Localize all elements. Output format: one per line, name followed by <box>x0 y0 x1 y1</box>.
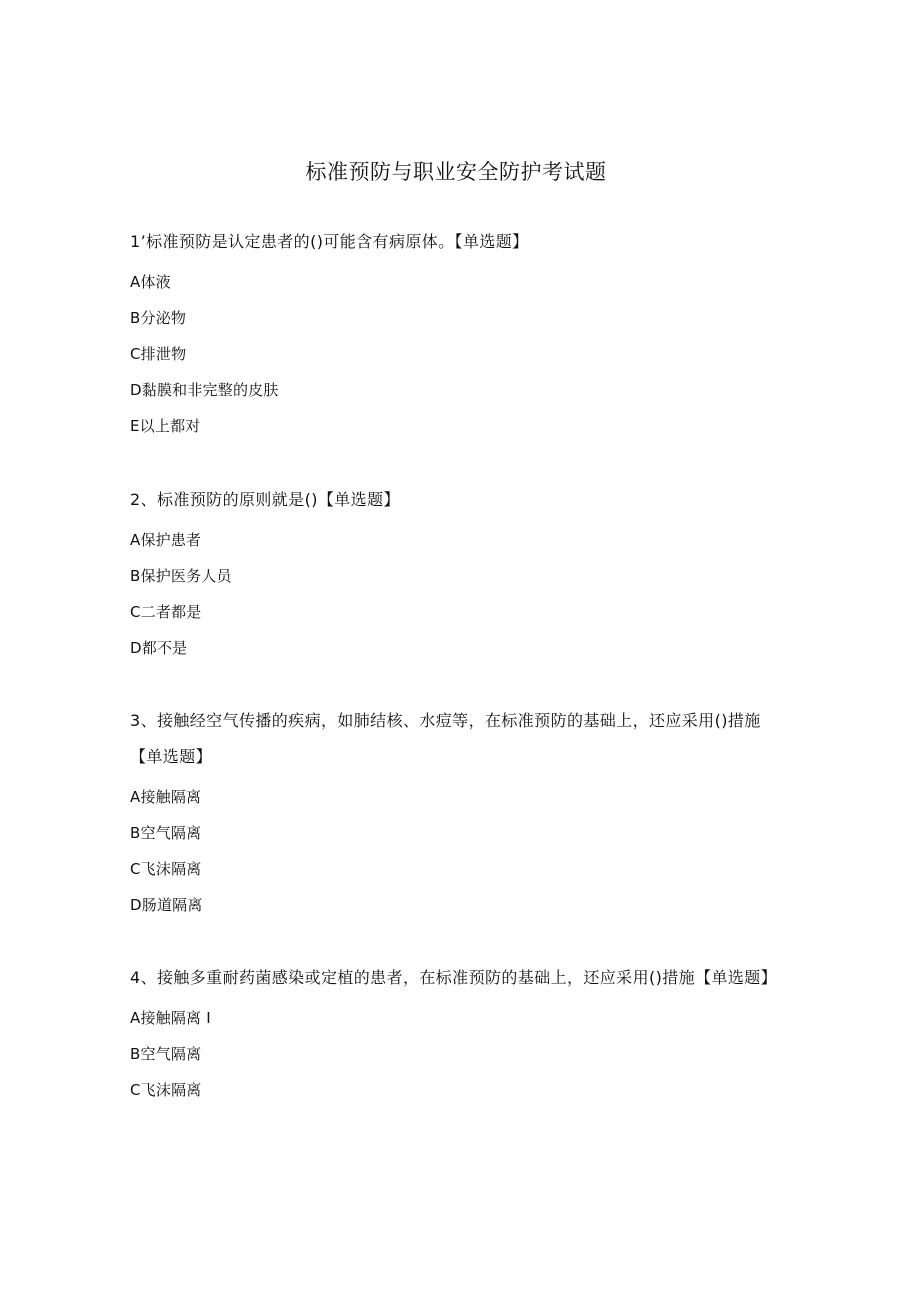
option-c: C二者都是 <box>130 603 202 621</box>
option-a: A接触隔离 I <box>130 1009 211 1027</box>
option-b: B空气隔离 <box>130 1045 202 1063</box>
question-3 <box>130 703 780 923</box>
option-e: E以上都对 <box>130 417 201 435</box>
option-a: A保护患者 <box>130 531 202 549</box>
option-c: C飞沫隔离 <box>130 1081 202 1099</box>
question-2 <box>130 482 780 666</box>
question-stem: 2、标准预防的原则就是()【单选题】 <box>130 490 400 509</box>
option-a: A接触隔离 <box>130 788 202 806</box>
option-b: B保护医务人员 <box>130 567 232 585</box>
question-4 <box>130 960 780 1108</box>
option-b: B空气隔离 <box>130 824 202 842</box>
option-b: B分泌物 <box>130 309 187 327</box>
question-stem: 1’标准预防是认定患者的()可能含有病原体。【单选题】 <box>130 232 529 251</box>
option-a: A体液 <box>130 273 171 291</box>
question-1 <box>130 224 780 444</box>
question-stem: 4、接触多重耐药菌感染或定植的患者，在标准预防的基础上，还应采用()措施【单选题】 <box>130 968 778 987</box>
question-stem: 3、接触经空气传播的疾病，如肺结核、水痘等，在标准预防的基础上，还应采用()措施【单选题】 <box>130 711 761 766</box>
option-d: D黏膜和非完整的皮肤 <box>130 381 279 399</box>
option-c: C飞沫隔离 <box>130 860 202 878</box>
option-d: D肠道隔离 <box>130 896 203 914</box>
page-title: 标准预防与职业安全防护考试题 <box>305 160 607 184</box>
option-c: C排泄物 <box>130 345 187 363</box>
option-d: D都不是 <box>130 639 188 657</box>
